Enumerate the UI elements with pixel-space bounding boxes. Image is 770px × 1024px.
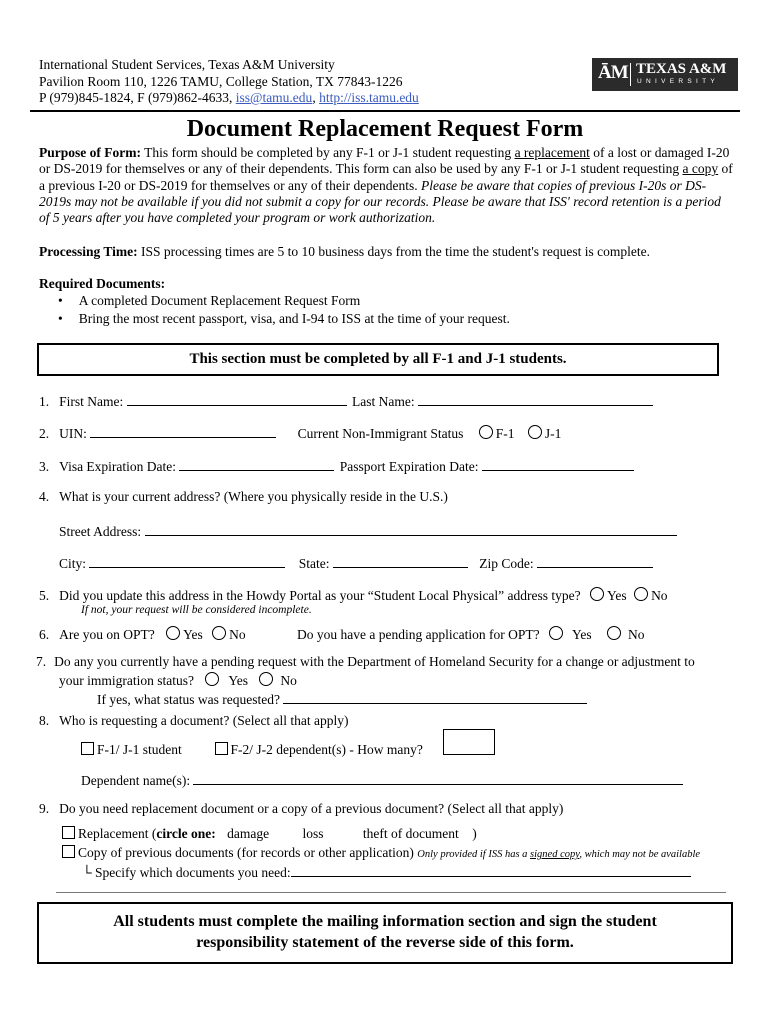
question-7: 7. Do any you currently have a pending request with the Department of Homeland Security for a change or adjustment to (36, 654, 695, 669)
state-field[interactable] (333, 554, 468, 568)
city-label: City: (59, 556, 87, 571)
street-label: Street Address: (59, 524, 142, 539)
purpose-note: Please be aware that copies of previous I-20s or DS-2019s may not be available if you did not submit a copy for our records. Please be aware that ISS' record retention is a period of 5 years after you have completed your program or work authorization. (39, 177, 721, 226)
requested-status-field[interactable] (283, 690, 587, 704)
replacement-option: Replacement (circle one: damage loss theft of document ) (62, 826, 477, 842)
q5-note: If not, your request will be considered incomplete. (81, 604, 312, 616)
office-name: International Student Services, Texas A&M University (39, 57, 335, 72)
passport-expiration-field[interactable] (482, 457, 634, 471)
street-row (59, 522, 677, 540)
purpose-text-1: This form should be completed by any F-1 or J-1 student requesting (140, 145, 515, 160)
dependent-names-label: Dependent name(s): (81, 773, 191, 788)
visa-expiration-label: Visa Expiration Date: (59, 459, 177, 474)
question-4: 4. What is your current address? (Where you physically reside in the U.S.) (39, 489, 448, 504)
passport-expiration-label: Passport Expiration Date: (339, 459, 479, 474)
required-item: • A completed Document Replacement Request Form (58, 293, 361, 308)
last-name-field[interactable] (418, 392, 653, 406)
dhs-no-radio[interactable] (259, 672, 273, 686)
dependent-checkbox[interactable] (215, 742, 228, 755)
damage-option[interactable]: damage (227, 826, 270, 841)
logo-divider (630, 63, 631, 86)
status-label: Current Non-Immigrant Status (297, 426, 464, 441)
q5-no-radio[interactable] (634, 587, 648, 601)
purpose-copy: a copy (682, 161, 719, 177)
dependent-names-field[interactable] (193, 771, 683, 785)
office-contact (39, 89, 419, 106)
office-address: Pavilion Room 110, 1226 TAMU, College Station, TX 77843-1226 (39, 74, 403, 89)
question-2: 2. UIN: Current Non-Immigrant Status F-1 J-1 (39, 426, 562, 441)
email-link[interactable]: iss@tamu.edu (235, 90, 313, 105)
processing-label: Processing Time: (39, 244, 138, 259)
section-heading-box (37, 343, 719, 376)
dependent-names-row (81, 771, 683, 789)
specify-mark: └ (82, 865, 92, 880)
uin-label: UIN: (59, 426, 87, 441)
question-5: 5. Did you update this address in the Howdy Portal as your “Student Local Physical” address type? Yes No (39, 588, 668, 603)
question-9: 9. Do you need replacement document or a copy of a previous document? (Select all that apply) (39, 801, 564, 816)
q8-options: F-1/ J-1 student F-2/ J-2 dependent(s) - How many? (81, 742, 423, 758)
tamu-logo (592, 58, 738, 91)
website-link[interactable]: http://iss.tamu.edu (319, 90, 419, 105)
uin-field[interactable] (90, 424, 276, 438)
footer-rule (56, 892, 726, 893)
phone-fax: P (979)845-1824, F (979)862-4633, (39, 90, 236, 105)
j1-radio[interactable] (528, 425, 542, 439)
requested-status-row (97, 690, 587, 708)
opt-yes-radio[interactable] (166, 626, 180, 640)
city-row (59, 554, 653, 572)
atm-mark: ĀM (598, 62, 628, 83)
zip-field[interactable] (537, 554, 653, 568)
zip-label: Zip Code: (479, 556, 534, 571)
processing-paragraph (39, 244, 733, 260)
theft-option[interactable]: theft of document (362, 826, 459, 841)
purpose-text-2: of a lost or damaged I-20 or DS-2019 for themselves or any of their dependents. This form can also be used by any F-1 or J-1 student requesting (39, 145, 730, 177)
pending-opt-yes-radio[interactable] (549, 626, 563, 640)
logo-subtitle: UNIVERSITY (637, 78, 720, 85)
question-7-line-2: your immigration status? Yes No (59, 673, 297, 688)
processing-text: ISS processing times are 5 to 10 business days from the time the student's request is complete. (137, 244, 650, 259)
specify-field[interactable] (291, 863, 691, 877)
specify-row (82, 863, 691, 881)
purpose-paragraph (39, 145, 733, 226)
city-field[interactable] (89, 554, 285, 568)
f1-radio[interactable] (479, 425, 493, 439)
purpose-text-3: of a previous I-20 or DS-2019 for themselves or any of their dependents. (39, 161, 733, 193)
requested-status-label: If yes, what status was requested? (97, 692, 280, 707)
replacement-checkbox[interactable] (62, 826, 75, 839)
street-field[interactable] (145, 522, 677, 536)
visa-expiration-field[interactable] (179, 457, 334, 471)
purpose-label: Purpose of Form: (39, 145, 141, 160)
footer-notice: All students must complete the mailing information section and sign the student responsibility statement of the reverse side of this form. (113, 913, 657, 951)
section-heading: This section must be completed by all F-1 and J-1 students. (189, 351, 567, 367)
opt-no-radio[interactable] (212, 626, 226, 640)
student-checkbox[interactable] (81, 742, 94, 755)
q5-yes-radio[interactable] (590, 587, 604, 601)
purpose-replacement: a replacement (514, 145, 590, 160)
header-rule (30, 110, 740, 112)
copy-checkbox[interactable] (62, 845, 75, 858)
state-label: State: (298, 556, 330, 571)
question-6: 6. Are you on OPT? Yes No Do you have a pending application for OPT? Yes No (39, 627, 645, 642)
first-name-field[interactable] (127, 392, 347, 406)
loss-option[interactable]: loss (302, 826, 324, 841)
footer-box (37, 902, 733, 964)
contact-separator: , (312, 90, 320, 105)
question-8: 8. Who is requesting a document? (Select all that apply) (39, 713, 349, 728)
copy-option: Copy of previous documents (for records or other application) Only provided if ISS has a signed copy, which may not be available (62, 845, 700, 861)
pending-opt-no-radio[interactable] (607, 626, 621, 640)
question-1: 1. First Name: Last Name: (39, 392, 653, 410)
specify-label: Specify which documents you need: (94, 865, 291, 880)
dhs-yes-radio[interactable] (205, 672, 219, 686)
logo-name: TEXAS A&M (636, 61, 727, 77)
dependent-count-box[interactable] (443, 729, 495, 755)
first-name-label: First Name: (59, 394, 124, 409)
question-3: 3. Visa Expiration Date: Passport Expiration Date: (39, 457, 634, 475)
last-name-label: Last Name: (352, 394, 415, 409)
required-item: • Bring the most recent passport, visa, and I-94 to ISS at the time of your request. (58, 311, 510, 326)
form-title: Document Replacement Request Form (186, 116, 584, 142)
copy-note: Only provided if ISS has a signed copy, which may not be available (417, 849, 701, 860)
required-label: Required Documents: (39, 276, 166, 291)
